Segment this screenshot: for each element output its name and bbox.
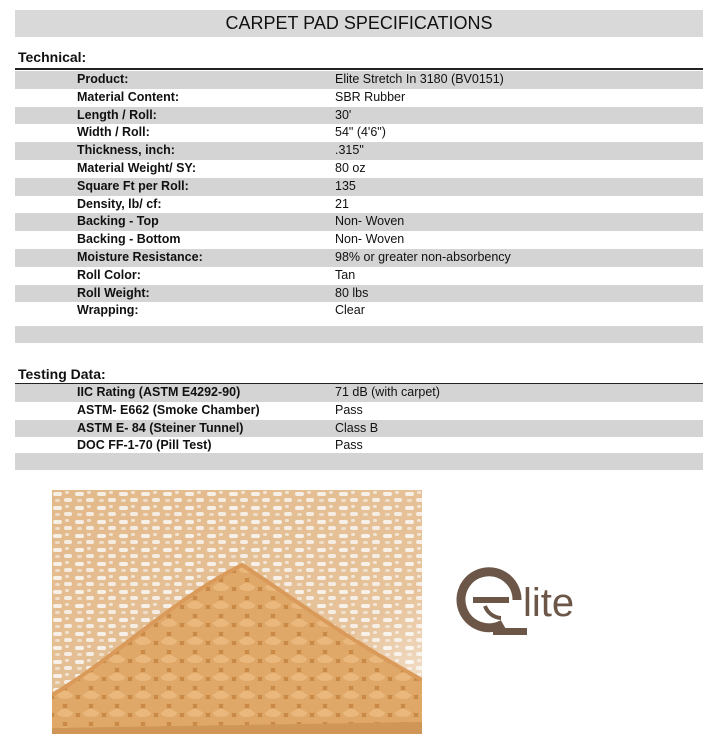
page-title: CARPET PAD SPECIFICATIONS: [15, 10, 703, 37]
table-row: [15, 231, 703, 249]
spec-label: Roll Weight:: [77, 285, 150, 300]
table-row: [15, 267, 703, 285]
testing-table-footer: [15, 453, 703, 470]
spec-value: Clear: [335, 303, 365, 318]
spec-label: Backing - Top: [77, 214, 159, 229]
elite-e-mark-icon: [461, 572, 527, 635]
spec-value: Pass: [335, 438, 363, 453]
table-row: [15, 89, 703, 107]
spec-label: Length / Roll:: [77, 107, 157, 122]
spec-value: .315": [335, 143, 364, 158]
technical-table: [15, 71, 703, 320]
spec-value: SBR Rubber: [335, 89, 406, 104]
spec-label: ASTM E- 84 (Steiner Tunnel): [77, 420, 244, 435]
spec-label: DOC FF-1-70 (Pill Test): [77, 438, 212, 453]
spec-value: 80 oz: [335, 160, 366, 175]
spec-value: 80 lbs: [335, 285, 369, 300]
spec-value: 54" (4'6"): [335, 125, 386, 140]
logo-wordmark: lite: [523, 581, 575, 625]
spec-label: Wrapping:: [77, 303, 139, 318]
spec-label: Material Content:: [77, 89, 180, 104]
table-row: [15, 402, 703, 420]
spec-value: 135: [335, 178, 356, 193]
spec-label: Material Weight/ SY:: [77, 160, 197, 175]
table-row: [15, 107, 703, 125]
spec-value: 71 dB (with carpet): [335, 385, 440, 399]
table-row: [15, 71, 703, 89]
technical-table-footer: [15, 326, 703, 343]
table-row: [15, 285, 703, 303]
spec-label: Backing - Bottom: [77, 232, 181, 247]
table-row: [15, 196, 703, 214]
spec-label: Density, lb/ cf:: [77, 196, 162, 211]
technical-divider: [15, 68, 703, 70]
testing-table: [15, 384, 703, 455]
spec-label: Square Ft per Roll:: [77, 178, 189, 193]
table-row: [15, 178, 703, 196]
spec-value: Non- Woven: [335, 214, 405, 229]
spec-value: Class B: [335, 420, 379, 435]
testing-heading: Testing Data:: [18, 366, 106, 382]
spec-value: Non- Woven: [335, 232, 405, 247]
spec-label: Thickness, inch:: [77, 143, 175, 158]
spec-label: Width / Roll:: [77, 125, 150, 140]
technical-heading: Technical:: [18, 49, 87, 65]
spec-value: 30': [335, 107, 352, 122]
table-row: [15, 249, 703, 267]
spec-value: Elite Stretch In 3180 (BV0151): [335, 72, 504, 86]
table-row: [15, 384, 703, 402]
spec-value: 21: [335, 196, 349, 211]
carpet-pad-photo: [52, 490, 422, 734]
spec-label: ASTM- E662 (Smoke Chamber): [77, 402, 260, 417]
table-row: [15, 160, 703, 178]
table-row: [15, 124, 703, 142]
table-row: [15, 213, 703, 231]
table-row: [15, 142, 703, 160]
spec-label: Roll Color:: [77, 267, 141, 282]
spec-value: 98% or greater non-absorbency: [335, 249, 511, 264]
table-row: [15, 302, 703, 320]
spec-label: Moisture Resistance:: [77, 249, 203, 264]
spec-value: Pass: [335, 402, 363, 417]
spec-label: IIC Rating (ASTM E4292-90): [77, 385, 241, 399]
table-row: [15, 420, 703, 438]
spec-label: Product:: [77, 72, 129, 86]
elite-logo: [455, 560, 615, 640]
spec-value: Tan: [335, 267, 356, 282]
